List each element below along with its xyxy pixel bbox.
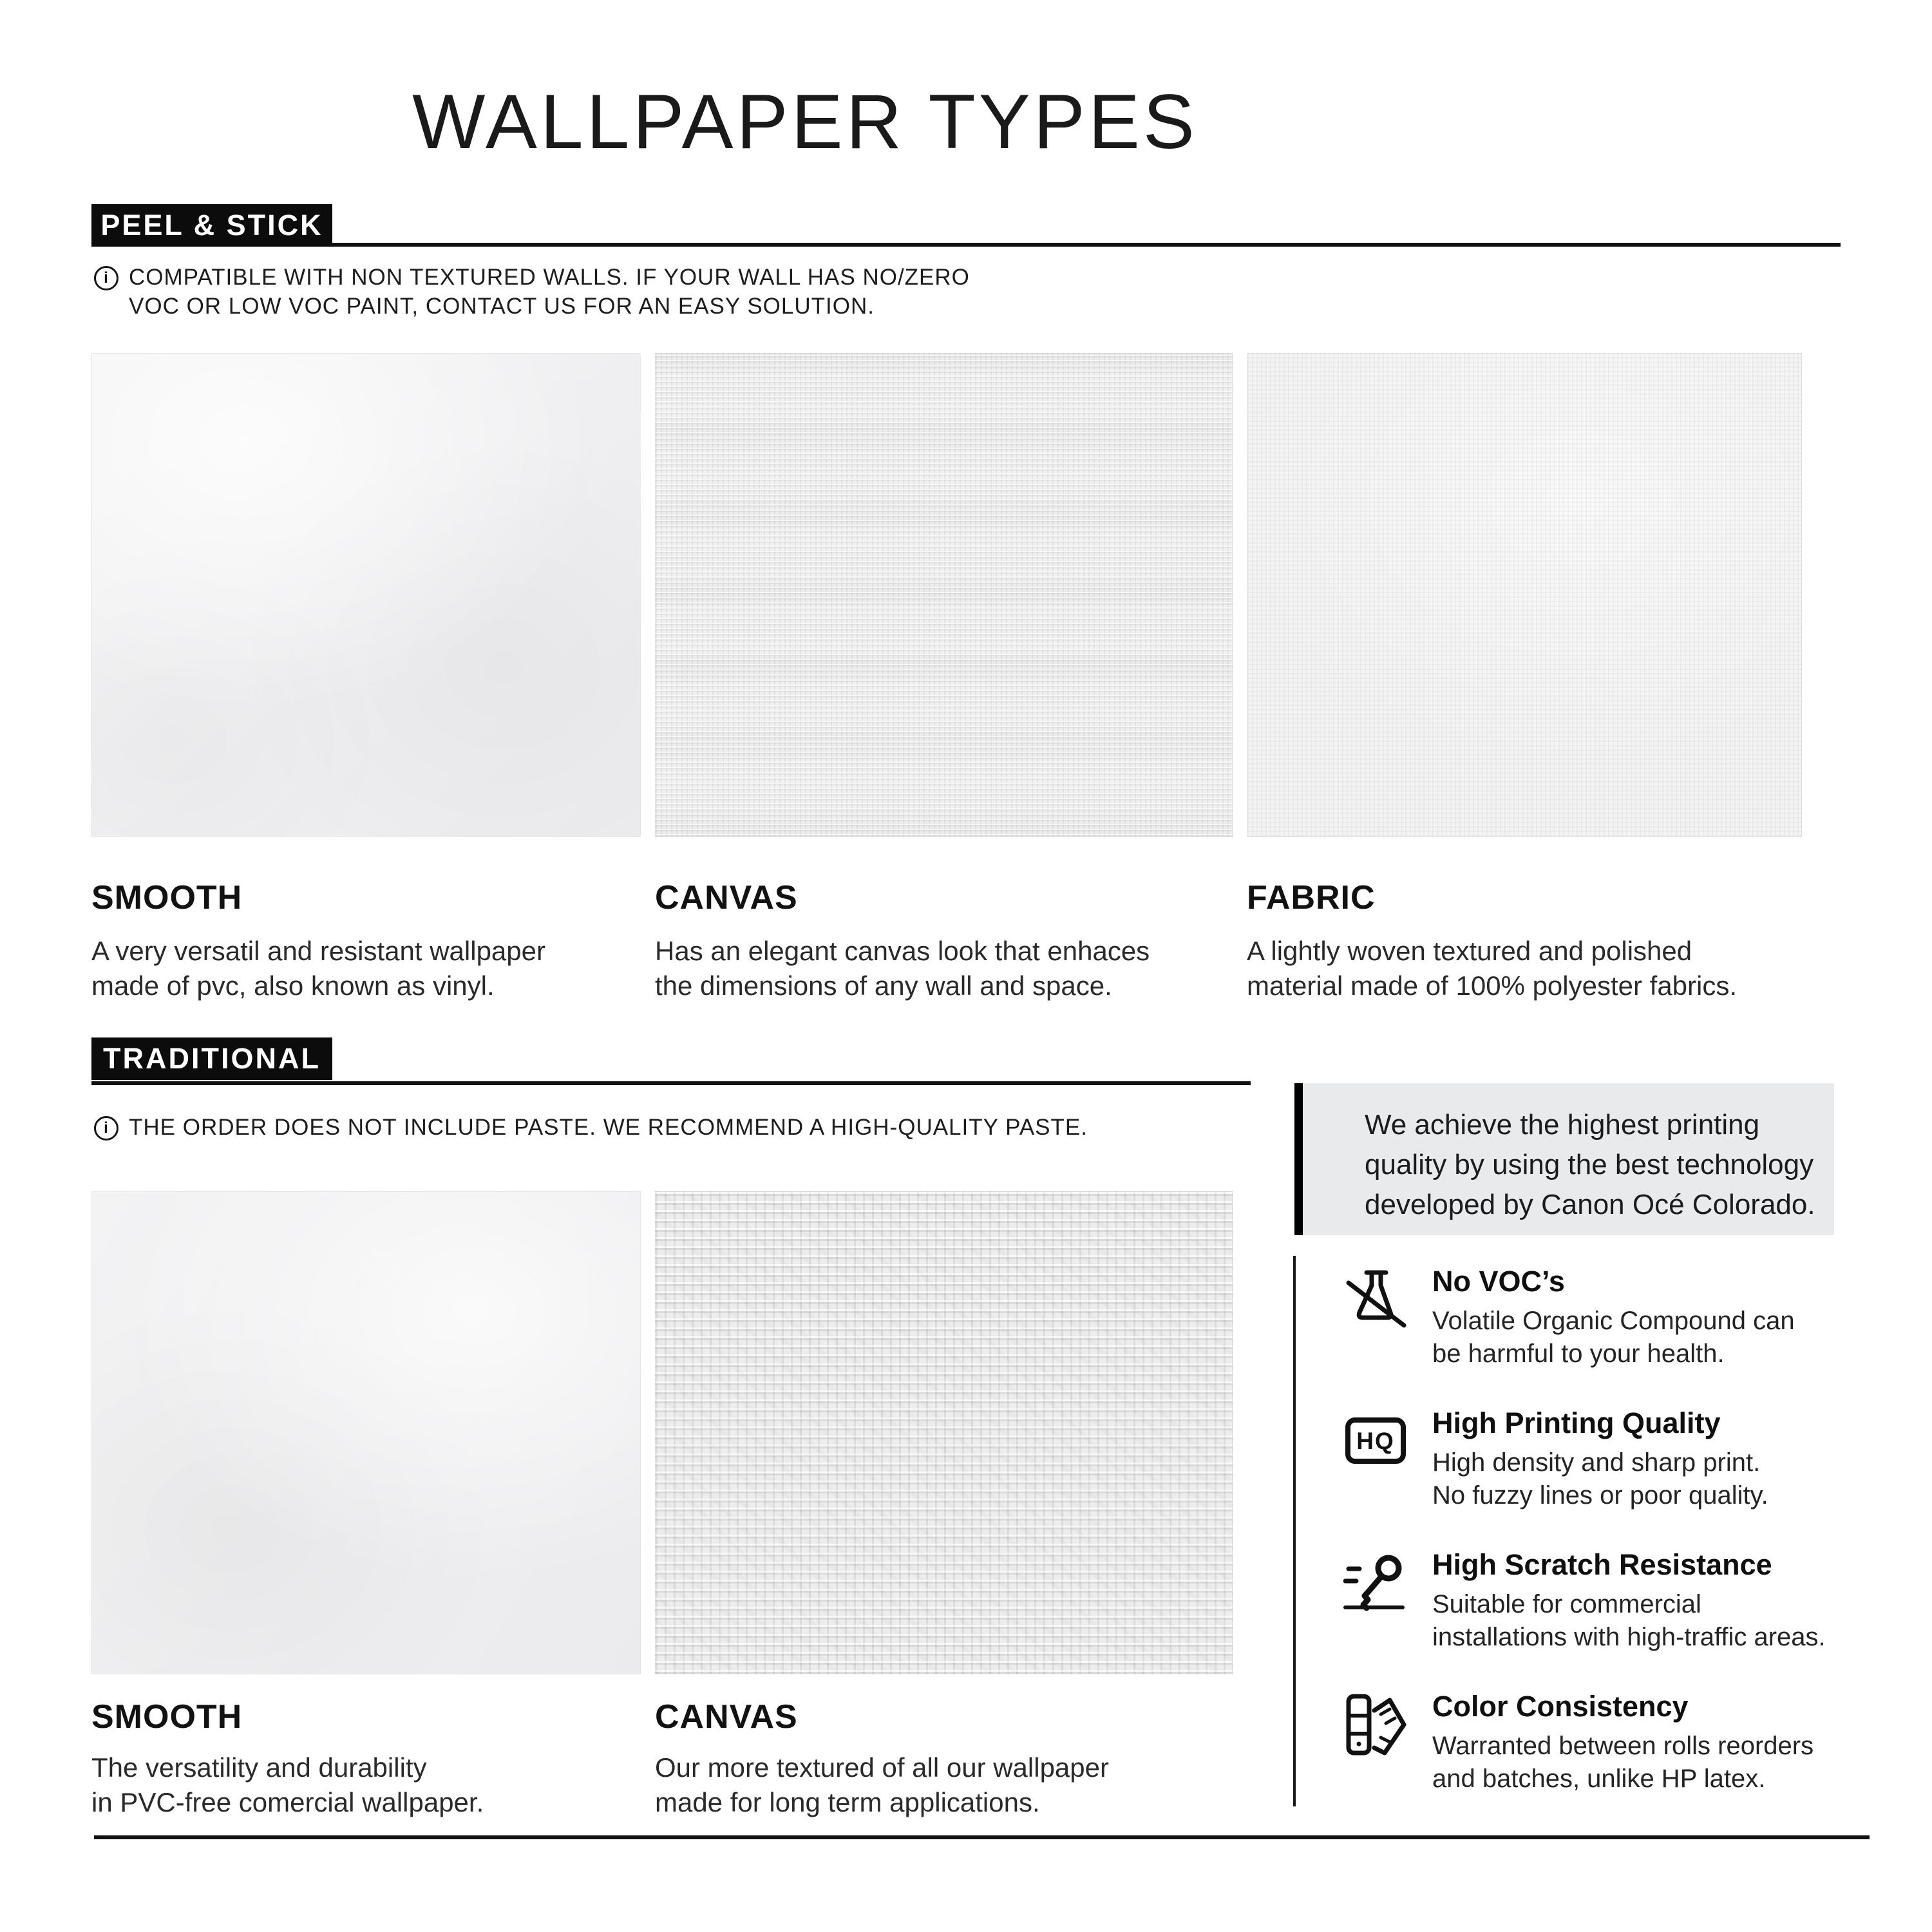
type-description (91, 934, 641, 1003)
feature-desc-line: High density and sharp print. (1432, 1448, 1761, 1477)
type-description (1247, 934, 1802, 1003)
feature-desc-line: Warranted between rolls reorders (1432, 1732, 1814, 1760)
type-card-canvas (655, 353, 1233, 1003)
feature-desc-line: Volatile Organic Compound can (1432, 1307, 1795, 1335)
peel-stick-swatch-row (91, 353, 1802, 1003)
bottom-rule (94, 1835, 1870, 1839)
type-name-label: SMOOTH (91, 1698, 243, 1736)
feature-high-scratch-resistance (1343, 1548, 1862, 1654)
type-name-label: CANVAS (655, 879, 798, 916)
type-desc-line: the dimensions of any wall and space. (655, 971, 1112, 1001)
type-name-label: SMOOTH (91, 879, 243, 916)
note-line: VOC OR LOW VOC PAINT, CONTACT US FOR AN EASY SOLUTION. (129, 294, 875, 319)
feature-desc-line: Suitable for commercial (1432, 1590, 1701, 1618)
type-desc-line: made of pvc, also known as vinyl. (91, 971, 495, 1001)
feature-high-printing-quality (1343, 1406, 1862, 1512)
feature-title: High Scratch Resistance (1432, 1548, 1772, 1581)
type-desc-line: made for long term applications. (655, 1787, 1040, 1817)
traditional-swatch-row (91, 1191, 1233, 1820)
smooth-texture-sample (91, 1191, 641, 1674)
type-card-canvas-traditional (655, 1191, 1233, 1820)
feature-text (1432, 1265, 1862, 1370)
feature-title: Color Consistency (1432, 1690, 1689, 1723)
note-line: THE ORDER DOES NOT INCLUDE PASTE. WE RECOMMEND A HIGH-QUALITY PASTE. (129, 1115, 1088, 1140)
feature-description (1432, 1588, 1862, 1654)
type-name-label: FABRIC (1247, 879, 1376, 916)
type-desc-line: material made of 100% polyester fabrics. (1247, 971, 1738, 1001)
traditional-note (94, 1113, 1088, 1142)
feature-text (1432, 1690, 1862, 1795)
traditional-badge: TRADITIONAL (91, 1037, 332, 1080)
feature-list (1343, 1265, 1862, 1795)
feature-description (1432, 1446, 1862, 1512)
peel-stick-rule (91, 243, 1841, 247)
note-line: COMPATIBLE WITH NON TEXTURED WALLS. IF YOUR WALL HAS NO/ZERO (129, 265, 970, 290)
type-desc-line: A very versatil and resistant wallpaper (91, 936, 545, 966)
type-desc-line: Has an elegant canvas look that enhaces (655, 936, 1150, 966)
type-desc-line: Our more textured of all our wallpaper (655, 1752, 1109, 1783)
type-card-smooth (91, 353, 641, 1003)
info-icon: i (94, 1116, 118, 1141)
peel-stick-note (94, 263, 970, 321)
type-description (91, 1750, 641, 1820)
color-swatches-icon (1343, 1691, 1408, 1758)
hq-icon-label: HQ (1356, 1428, 1395, 1454)
type-desc-line: in PVC-free comercial wallpaper. (91, 1787, 484, 1817)
quality-statement-line: We achieve the highest printing (1365, 1109, 1760, 1141)
feature-title: No VOC’s (1432, 1265, 1565, 1298)
quality-statement-line: quality by using the best technology (1365, 1149, 1814, 1180)
peel-stick-badge: PEEL & STICK (91, 204, 332, 247)
feature-color-consistency (1343, 1690, 1862, 1795)
quality-statement-line: developed by Canon Océ Colorado. (1365, 1189, 1815, 1220)
peel-stick-note-text (129, 263, 970, 321)
type-card-fabric (1247, 353, 1802, 1003)
feature-description (1432, 1730, 1862, 1795)
feature-no-voc (1343, 1265, 1862, 1370)
feature-text (1432, 1406, 1862, 1512)
type-card-smooth-traditional (91, 1191, 641, 1820)
no-voc-flask-icon (1343, 1266, 1408, 1333)
page-title: WALLPAPER TYPES (412, 79, 1198, 165)
type-desc-line: The versatility and durability (91, 1752, 427, 1783)
info-icon: i (94, 266, 118, 290)
canvas-texture-sample (655, 1191, 1233, 1674)
type-description (655, 1750, 1233, 1820)
traditional-rule (91, 1081, 1251, 1085)
speed-key-icon (1343, 1549, 1408, 1616)
vertical-divider (1293, 1256, 1296, 1806)
smooth-texture-sample (91, 353, 641, 837)
feature-desc-line: No fuzzy lines or poor quality. (1432, 1481, 1768, 1510)
type-desc-line: A lightly woven textured and polished (1247, 936, 1692, 966)
feature-description (1432, 1305, 1862, 1370)
feature-desc-line: and batches, unlike HP latex. (1432, 1765, 1766, 1793)
feature-desc-line: installations with high-traffic areas. (1432, 1623, 1826, 1651)
feature-text (1432, 1548, 1862, 1654)
quality-statement-box (1294, 1083, 1834, 1235)
type-description (655, 934, 1233, 1003)
type-name-label: CANVAS (655, 1698, 798, 1736)
traditional-note-text (129, 1113, 1088, 1142)
feature-desc-line: be harmful to your health. (1432, 1340, 1725, 1368)
fabric-texture-sample (1247, 353, 1802, 837)
canvas-texture-sample (655, 353, 1233, 837)
feature-title: High Printing Quality (1432, 1406, 1721, 1439)
hq-badge-icon (1343, 1408, 1408, 1475)
